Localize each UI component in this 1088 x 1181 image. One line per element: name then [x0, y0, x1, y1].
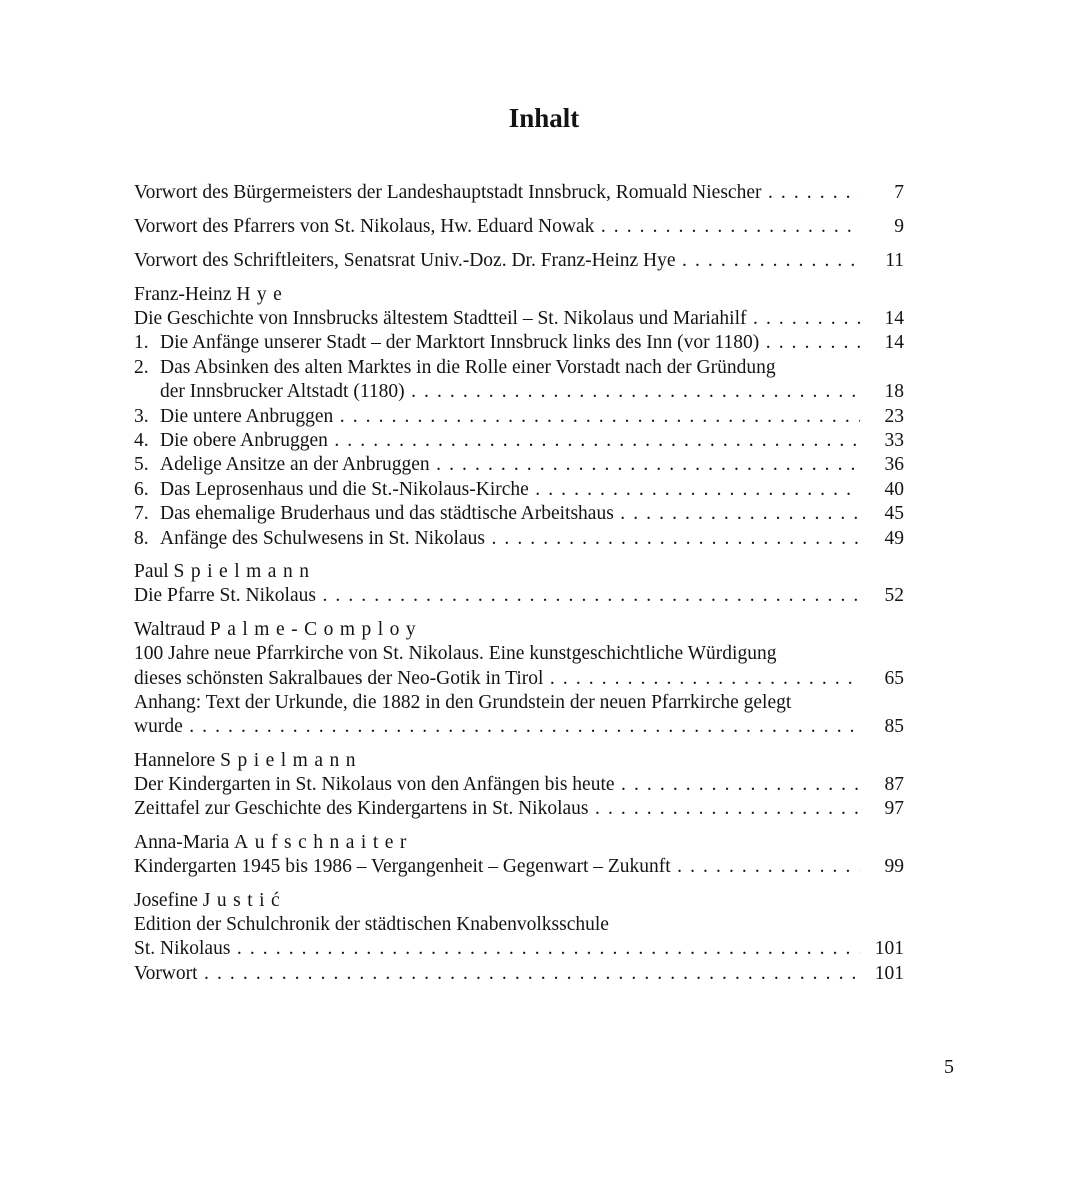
author-name: Hannelore Spielmann: [134, 749, 363, 771]
chapter-row: 1. Die Anfänge unserer Stadt – der Marktort Innsbruck links des Inn (vor 1180) . . . 14: [134, 331, 904, 355]
author-name: Josefine Justić: [134, 889, 287, 911]
entry-title: Der Kindergarten in St. Nikolaus von den Anfängen bis heute . . .: [134, 773, 860, 797]
entry-page: 101: [874, 962, 904, 984]
entry-title: wurde . . .: [134, 715, 860, 739]
entry-page: 87: [884, 774, 904, 796]
entry-page: 97: [884, 798, 904, 820]
chapter-row: 7. Das ehemalige Bruderhaus und das städtische Arbeitshaus . . . 45: [134, 502, 904, 526]
toc-entry: [134, 249, 904, 273]
entry-page: 11: [885, 249, 904, 271]
chapter-row: 6. Das Leprosenhaus und die St.-Nikolaus-Kirche . . . 40: [134, 478, 904, 502]
table-of-contents: [134, 181, 904, 995]
entry-title: Vorwort des Bürgermeisters der Landeshauptstadt Innsbruck, Romuald Niescher . . .: [134, 181, 860, 205]
entry-title: Die Geschichte von Innsbrucks ältestem Stadtteil – St. Nikolaus und Mariahilf . . .: [134, 307, 860, 331]
entry-title: St. Nikolaus . . .: [134, 937, 860, 961]
toc-section-palme-comploy: [134, 618, 904, 740]
entry-title: Zeittafel zur Geschichte des Kindergartens in St. Nikolaus . . .: [134, 797, 860, 821]
entry-title: dieses schönsten Sakralbaues der Neo-Gotik in Tirol . . .: [134, 667, 860, 691]
author-name: Franz-Heinz Hye: [134, 283, 289, 305]
chapter-row: 2. Das Absinken des alten Marktes in die Rolle einer Vorstadt nach der Gründung: [134, 356, 776, 378]
entry-page: 52: [884, 585, 904, 607]
author-name: Paul Spielmann: [134, 560, 316, 582]
chapter-row: 5. Adelige Ansitze an der Anbruggen . . . 36: [134, 453, 904, 477]
toc-entry: [134, 181, 904, 205]
toc-section-justic: [134, 889, 904, 987]
page-number: 5: [944, 1056, 954, 1078]
author-name: Anna-Maria Aufschnaiter: [134, 831, 413, 853]
entry-page: 65: [884, 667, 904, 689]
toc-entry: [134, 215, 904, 239]
entry-title: Die Pfarre St. Nikolaus . . .: [134, 584, 860, 608]
page-title: Inhalt: [508, 103, 580, 133]
entry-page: 9: [894, 215, 904, 237]
chapter-row: 3. Die untere Anbruggen . . . 23: [134, 405, 904, 429]
entry-title-line: Edition der Schulchronik der städtischen Knabenvolksschule: [134, 914, 609, 936]
entry-title: Vorwort . . .: [134, 962, 860, 986]
toc-section-spielmann-hannelore: [134, 749, 904, 822]
entry-page: 7: [894, 182, 904, 203]
chapter-row: 8. Anfänge des Schulwesens in St. Nikolaus . . . 49: [134, 527, 904, 551]
entry-title: Kindergarten 1945 bis 1986 – Vergangenheit – Gegenwart – Zukunft . . .: [134, 855, 860, 879]
entry-page: 85: [884, 716, 904, 738]
entry-page: 14: [884, 308, 904, 330]
entry-title-line: Anhang: Text der Urkunde, die 1882 in den Grundstein der neuen Pfarrkirche gelegt: [134, 691, 792, 713]
entry-page: 99: [884, 856, 904, 878]
chapter-row: 4. Die obere Anbruggen . . . 33: [134, 429, 904, 453]
entry-page: 101: [874, 938, 904, 960]
toc-section-aufschnaiter: [134, 831, 904, 880]
toc-section-hye: [134, 283, 904, 551]
entry-title: Vorwort des Pfarrers von St. Nikolaus, Hw. Eduard Nowak . . .: [134, 215, 860, 239]
toc-section-spielmann-paul: [134, 560, 904, 609]
entry-title-line: 100 Jahre neue Pfarrkirche von St. Nikolaus. Eine kunstgeschichtliche Würdigung: [134, 643, 777, 665]
author-name: Waltraud Palme-Comploy: [134, 618, 423, 640]
chapter-row-continued: der Innsbrucker Altstadt (1180) . . . 18: [134, 380, 904, 404]
entry-title: Vorwort des Schriftleiters, Senatsrat Univ.-Doz. Dr. Franz-Heinz Hye . . .: [134, 249, 860, 273]
